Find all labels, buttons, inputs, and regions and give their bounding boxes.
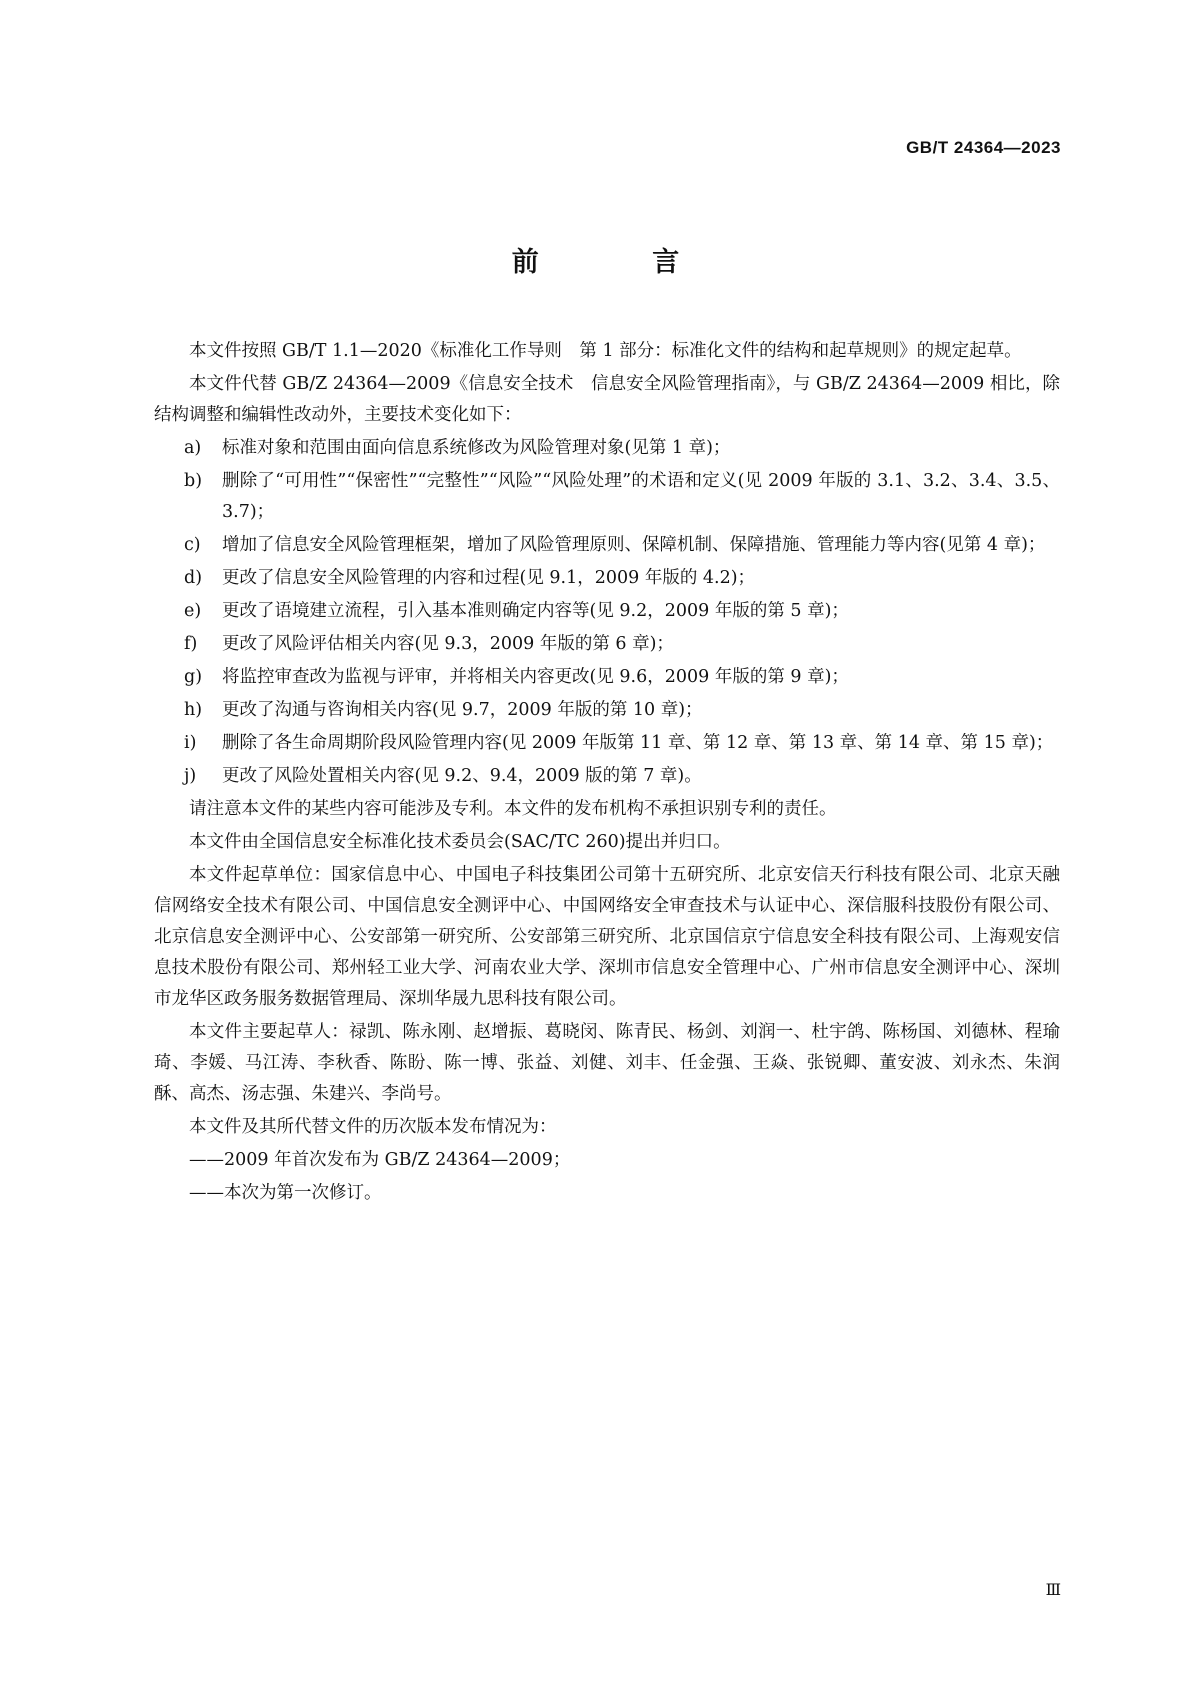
paragraph-proposer: 本文件由全国信息安全标准化技术委员会(SAC/TC 260)提出并归口。 (189, 832, 731, 852)
list-text: 删除了各生命周期阶段风险管理内容(见 2009 年版第 11 章、第 12 章、第 13 章、第 14 章、第 15 章)； (222, 733, 1054, 753)
list-text: 标准对象和范围由面向信息系统修改为风险管理对象(见第 1 章)； (222, 438, 731, 458)
list-text: 删除了“可用性”“保密性”“完整性”“风险”“风险处理”的术语和定义(见 2009 年版的 3.1、3.2、3.4、3.5、3.7)； (222, 471, 1060, 522)
page-title: 前 言 (511, 247, 732, 278)
list-item (154, 466, 1060, 528)
list-text: 增加了信息安全风险管理框架，增加了风险管理原则、保障机制、保障措施、管理能力等内容(见第 4 章)； (222, 535, 1046, 555)
paragraph-drafters: 本文件主要起草人：禄凯、陈永刚、赵增振、葛晓闵、陈青民、杨剑、刘润一、杜宇鸽、陈杨国、刘德林、程瑜琦、李媛、马江涛、李秋香、陈盼、陈一博、张益、刘健、刘丰、任金强、王焱、张锐卿、董安波、刘永杰、朱润酥、高杰、汤志强、朱建兴、李尚号。 (154, 1022, 1060, 1104)
list-item (154, 563, 1060, 594)
list-text: 更改了沟通与咨询相关内容(见 9.7，2009 年版的第 10 章)； (222, 700, 703, 720)
paragraph-history-intro: 本文件及其所代替文件的历次版本发布情况为： (189, 1117, 557, 1137)
list-item (154, 728, 1060, 759)
list-marker: h) (184, 700, 203, 720)
list-text: 更改了风险处置相关内容(见 9.2、9.4，2009 版的第 7 章)。 (222, 766, 702, 786)
list-marker: f) (184, 634, 198, 654)
list-text: 将监控审查改为监视与评审，并将相关内容更改(见 9.6，2009 年版的第 9 章)； (222, 667, 849, 687)
paragraph-drafting-organizations: 本文件起草单位：国家信息中心、中国电子科技集团公司第十五研究所、北京安信天行科技有限公司、北京天融信网络安全技术有限公司、中国信息安全测评中心、中国网络安全审查技术与认证中心、深信服科技股份有限公司、北京信息安全测评中心、公安部第一研究所、公安部第三研究所、北京国信京宁信息安全科技有限公司、上海观安信息技术股份有限公司、郑州轻工业大学、河南农业大学、深圳市信息安全管理中心、广州市信息安全测评中心、深圳市龙华区政务服务数据管理局、深圳华晟九思科技有限公司。 (154, 865, 1060, 1009)
standard-code: GB/T 24364—2023 (906, 138, 1061, 157)
paragraph-patent-notice: 请注意本文件的某些内容可能涉及专利。本文件的发布机构不承担识别专利的责任。 (189, 799, 837, 819)
paragraph-drafting-rules: 本文件按照 GB/T 1.1—2020《标准化工作导则 第 1 部分：标准化文件的结构和起草规则》的规定起草。 (189, 341, 1022, 361)
list-item (154, 695, 1060, 726)
list-marker: e) (184, 601, 202, 621)
list-marker: b) (184, 471, 203, 491)
list-marker: g) (184, 667, 203, 687)
history-item: ——本次为第一次修订。 (189, 1183, 382, 1203)
list-marker: c) (184, 535, 201, 555)
list-text: 更改了风险评估相关内容(见 9.3，2009 年版的第 6 章)； (222, 634, 674, 654)
list-marker: d) (184, 568, 203, 588)
list-item (154, 761, 1060, 792)
list-text: 更改了信息安全风险管理的内容和过程(见 9.1，2009 年版的 4.2)； (222, 568, 756, 588)
document-body (154, 336, 1060, 1211)
list-item (154, 530, 1060, 561)
list-item (154, 433, 1060, 464)
list-text: 更改了语境建立流程，引入基本准则确定内容等(见 9.2，2009 年版的第 5 章)； (222, 601, 849, 621)
list-item (154, 629, 1060, 660)
list-item (154, 596, 1060, 627)
list-item (154, 662, 1060, 693)
paragraph-replacement: 本文件代替 GB/Z 24364—2009《信息安全技术 信息安全风险管理指南》，与 GB/Z 24364—2009 相比，除结构调整和编辑性改动外，主要技术变化如下： (154, 374, 1060, 425)
list-marker: a) (184, 438, 202, 458)
page-number: Ⅲ (1045, 1580, 1061, 1599)
list-marker: j) (184, 766, 197, 786)
list-marker: i) (184, 733, 197, 753)
history-item: ——2009 年首次发布为 GB/Z 24364—2009； (189, 1150, 571, 1170)
